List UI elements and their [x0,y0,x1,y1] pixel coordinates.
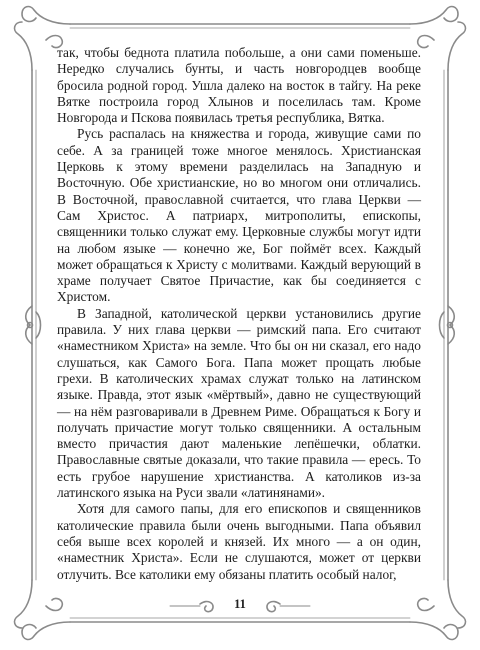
paragraph-4: Хотя для самого папы, для его епископов и священников католические правила были очень выгодными. Папа объявил себя выше всех королей и князей. Их много — а он один, «наместник Христа». Если не слушаются, может от церкви отлучить. Все католики ему обязаны платить особый налог, [57,501,421,582]
paragraph-3: В Западной, католической церкви установились другие правила. У них глава церкви — римский папа. Его считают «наместником Христа» на земле. Что бы он ни сказал, его надо слушаться, как Самого Бога. Папа может прощать любые грехи. В католических храмах служат только на латинском языке. Правда, этот язык «мёртвый», давно не существующий — на нём разговаривали в Древнем Риме. Обращаться к Богу и получать причастие могут только священники. А остальным вместо причастия дают маленькие лепёшечки, облатки. Православные святые доказали, что такие правила — ересь. То есть грубое нарушение христианства. А католиков из-за латинского языка на Руси звали «латинянами». [57,305,421,501]
paragraph-1: так, чтобы беднота платила побольше, а они сами поменьше. Нередко случались бунты, и часть новгородцев вообще бросила родной город. Ушла далеко на восток в тайгу. На реке Вятке построила город Хлынов и поселилась там. Кроме Новгорода и Пскова появилась третья республика, Вятка. [57,45,421,126]
paragraph-2: Русь распалась на княжества и города, живущие сами по себе. А за границей тоже многое менялось. Христианская Церковь к этому времени разделилась на Западную и Восточную. Обе христианские, но во многом они отличались. В Восточной, православной считается, что глава Церкви — Сам Христос. А патриарх, митрополиты, епископы, священники только служат ему. Церковные службы могут идти на любом языке — конечно же, Бог поймёт всех. Каждый может обращаться к Христу с молитвами. Каждый верующий в храме получает Святое Причастие, как бы соединяется с Христом. [57,126,421,305]
page-body-text [57,45,421,583]
page-number: 11 [234,597,246,611]
